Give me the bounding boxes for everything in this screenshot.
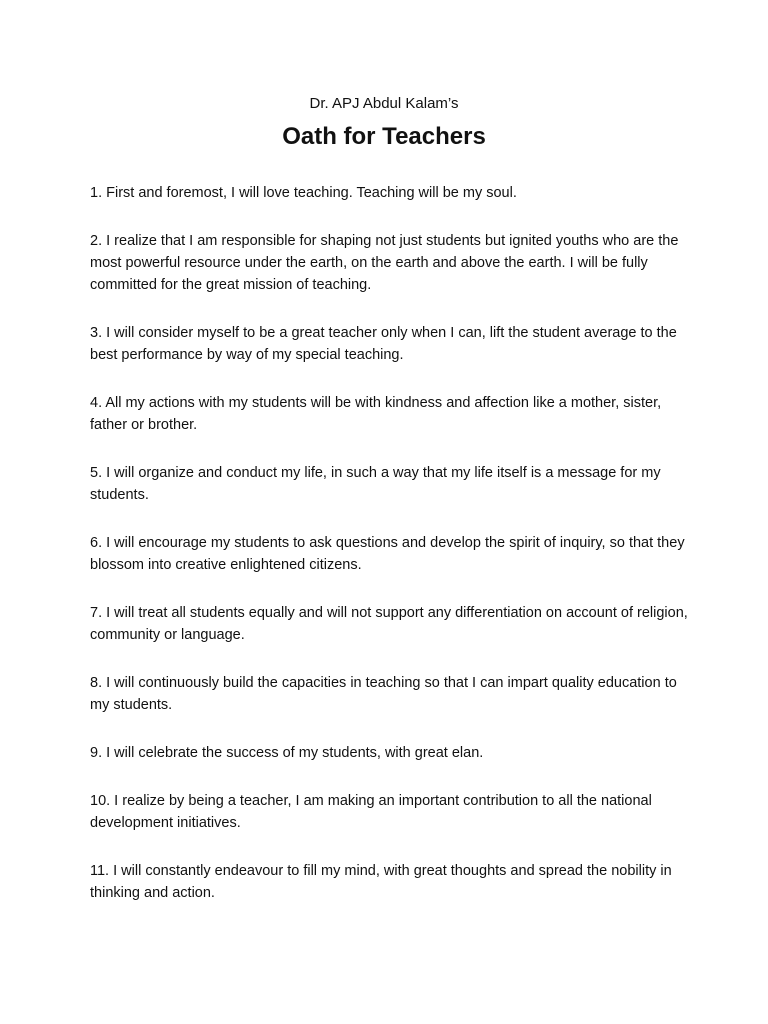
oath-item-11: 11. I will constantly endeavour to fill my mind, with great thoughts and spread the nobility in thinking and action. bbox=[90, 863, 672, 901]
document-title: Oath for Teachers bbox=[282, 123, 486, 150]
oath-item-7: 7. I will treat all students equally and will not support any differentiation on account of religion, community or language. bbox=[90, 605, 688, 643]
oath-item-3: 3. I will consider myself to be a great teacher only when I can, lift the student average to the best performance by way of my special teaching. bbox=[90, 325, 677, 363]
oath-item-9: 9. I will celebrate the success of my students, with great elan. bbox=[90, 745, 484, 761]
oath-item-1: 1. First and foremost, I will love teaching. Teaching will be my soul. bbox=[90, 185, 517, 201]
oath-item-2: 2. I realize that I am responsible for shaping not just students but ignited youths who are the most powerful resource under the earth, on the earth and above the earth. I will be fully committed for the great mission of teaching. bbox=[90, 233, 679, 293]
oath-item-10: 10. I realize by being a teacher, I am making an important contribution to all the national development initiatives. bbox=[90, 793, 652, 831]
oath-item-4: 4. All my actions with my students will be with kindness and affection like a mother, sister, father or brother. bbox=[90, 395, 662, 433]
document-subtitle: Dr. APJ Abdul Kalam’s bbox=[309, 95, 459, 112]
oath-item-6: 6. I will encourage my students to ask questions and develop the spirit of inquiry, so that they blossom into creative enlightened citizens. bbox=[90, 535, 685, 573]
oath-item-5: 5. I will organize and conduct my life, in such a way that my life itself is a message for my students. bbox=[90, 465, 661, 503]
oath-item-8: 8. I will continuously build the capacities in teaching so that I can impart quality education to my students. bbox=[90, 675, 677, 713]
oath-list bbox=[90, 182, 690, 930]
